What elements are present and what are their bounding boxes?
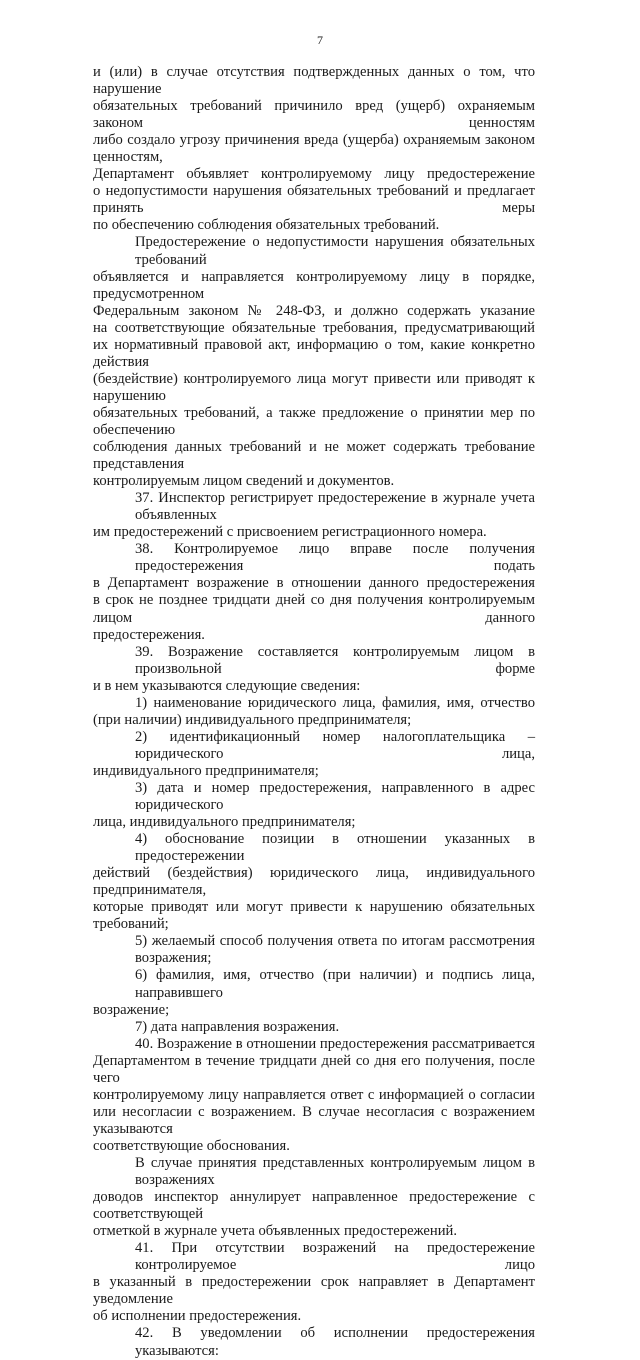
text-line: Департаментом в течение тридцати дней со дня его получения, после чего <box>93 1052 535 1086</box>
text-line: отметкой в журнале учета объявленных предостережений. <box>93 1223 457 1240</box>
text-line: 1) наименование юридического лица, фамилия, имя, отчество <box>135 694 535 711</box>
text-line: 41. При отсутствии возражений на предостережение контролируемое лицо <box>135 1240 535 1274</box>
paragraph-40 <box>93 1036 535 1155</box>
text-line: Федеральным законом № 248-ФЗ, и должно содержать указание <box>93 302 535 319</box>
text-line: в Департамент возражение в отношении данного предостережения <box>93 575 535 592</box>
list-item-4 <box>93 831 535 933</box>
paragraph-38 <box>93 541 535 643</box>
text-line: лица, индивидуального предпринимателя; <box>93 814 356 831</box>
paragraph-continuation <box>93 64 535 234</box>
paragraph-warning-content <box>93 234 535 490</box>
text-line: их нормативный правовой акт, информацию о том, какие конкретно действия <box>93 336 535 370</box>
list-item-2 <box>93 729 535 780</box>
text-line: которые приводят или могут привести к нарушению обязательных требований; <box>93 899 535 933</box>
document-body <box>93 64 535 1360</box>
list-item-3 <box>93 780 535 831</box>
text-line: Предостережение о недопустимости нарушения обязательных требований <box>135 234 535 268</box>
text-line: предостережения. <box>93 626 205 643</box>
text-line: 39. Возражение составляется контролируемым лицом в произвольной форме <box>135 643 535 677</box>
text-line: (при наличии) индивидуального предпринимателя; <box>93 711 412 728</box>
text-line: 7) дата направления возражения. <box>135 1018 340 1035</box>
text-line: соблюдения данных требований и не может содержать требование представления <box>93 439 535 473</box>
text-line: по обеспечению соблюдения обязательных требований. <box>93 217 440 234</box>
paragraph-39 <box>93 644 535 695</box>
text-line: контролируемому лицу направляется ответ с информацией о согласии <box>93 1086 535 1103</box>
text-line: в указанный в предостережении срок направляет в Департамент уведомление <box>93 1274 535 1308</box>
text-line: 37. Инспектор регистрирует предостережение в журнале учета объявленных <box>135 490 535 524</box>
text-line: доводов инспектор аннулирует направленное предостережение с соответствующей <box>93 1189 535 1223</box>
text-line: им предостережений с присвоением регистрационного номера. <box>93 524 487 541</box>
text-line: и (или) в случае отсутствия подтвержденных данных о том, что нарушение <box>93 64 535 98</box>
text-line: индивидуального предпринимателя; <box>93 762 319 779</box>
text-line: действий (бездействия) юридического лица, индивидуального предпринимателя, <box>93 865 535 899</box>
text-line: обязательных требований, а также предложение о принятии мер по обеспечению <box>93 404 535 438</box>
text-line: 2) идентификационный номер налогоплательщика – юридического лица, <box>135 728 535 762</box>
list-item-7 <box>93 1019 535 1036</box>
text-line: объявляется и направляется контролируемому лицу в порядке, предусмотренном <box>93 268 535 302</box>
text-line: 38. Контролируемое лицо вправе после получения предостережения подать <box>135 541 535 575</box>
text-line: 40. Возражение в отношении предостережения рассматривается <box>135 1035 535 1052</box>
text-line: обязательных требований причинило вред (ущерб) охраняемым законом ценностям <box>93 98 535 132</box>
paragraph-37 <box>93 490 535 541</box>
list-item-5 <box>93 933 535 967</box>
text-line: в срок не позднее тридцати дней со дня получения контролируемым лицом данного <box>93 592 535 626</box>
text-line: 5) желаемый способ получения ответа по итогам рассмотрения возражения; <box>135 933 535 967</box>
paragraph-42 <box>93 1325 535 1359</box>
text-line: возражение; <box>93 1001 170 1018</box>
text-line: (бездействие) контролируемого лица могут привести или приводят к нарушению <box>93 370 535 404</box>
list-item-6 <box>93 967 535 1018</box>
text-line: либо создало угрозу причинения вреда (ущерба) охраняемым законом ценностям, <box>93 132 535 166</box>
page-number: 7 <box>317 33 323 47</box>
paragraph-annulment <box>93 1155 535 1240</box>
list-item-1 <box>93 695 535 729</box>
text-line: 42. В уведомлении об исполнении предостережения указываются: <box>135 1325 535 1359</box>
text-line: об исполнении предостережения. <box>93 1308 302 1325</box>
text-line: 4) обоснование позиции в отношении указанных в предостережении <box>135 831 535 865</box>
text-line: соответствующие обоснования. <box>93 1137 290 1154</box>
text-line: или несогласии с возражением. В случае несогласия с возражением указываются <box>93 1103 535 1137</box>
text-line: контролируемым лицом сведений и документов. <box>93 473 395 490</box>
text-line: на соответствующие обязательные требования, предусматривающий <box>93 319 535 336</box>
text-line: В случае принятия представленных контролируемым лицом в возражениях <box>135 1155 535 1189</box>
paragraph-41 <box>93 1240 535 1325</box>
text-line: 3) дата и номер предостережения, направленного в адрес юридического <box>135 779 535 814</box>
text-line: и в нем указываются следующие сведения: <box>93 677 361 694</box>
text-line: 6) фамилия, имя, отчество (при наличии) и подпись лица, направившего <box>135 967 535 1001</box>
text-line: о недопустимости нарушения обязательных требований и предлагает принять меры <box>93 183 535 217</box>
text-line: Департамент объявляет контролируемому лицу предостережение <box>93 166 535 183</box>
